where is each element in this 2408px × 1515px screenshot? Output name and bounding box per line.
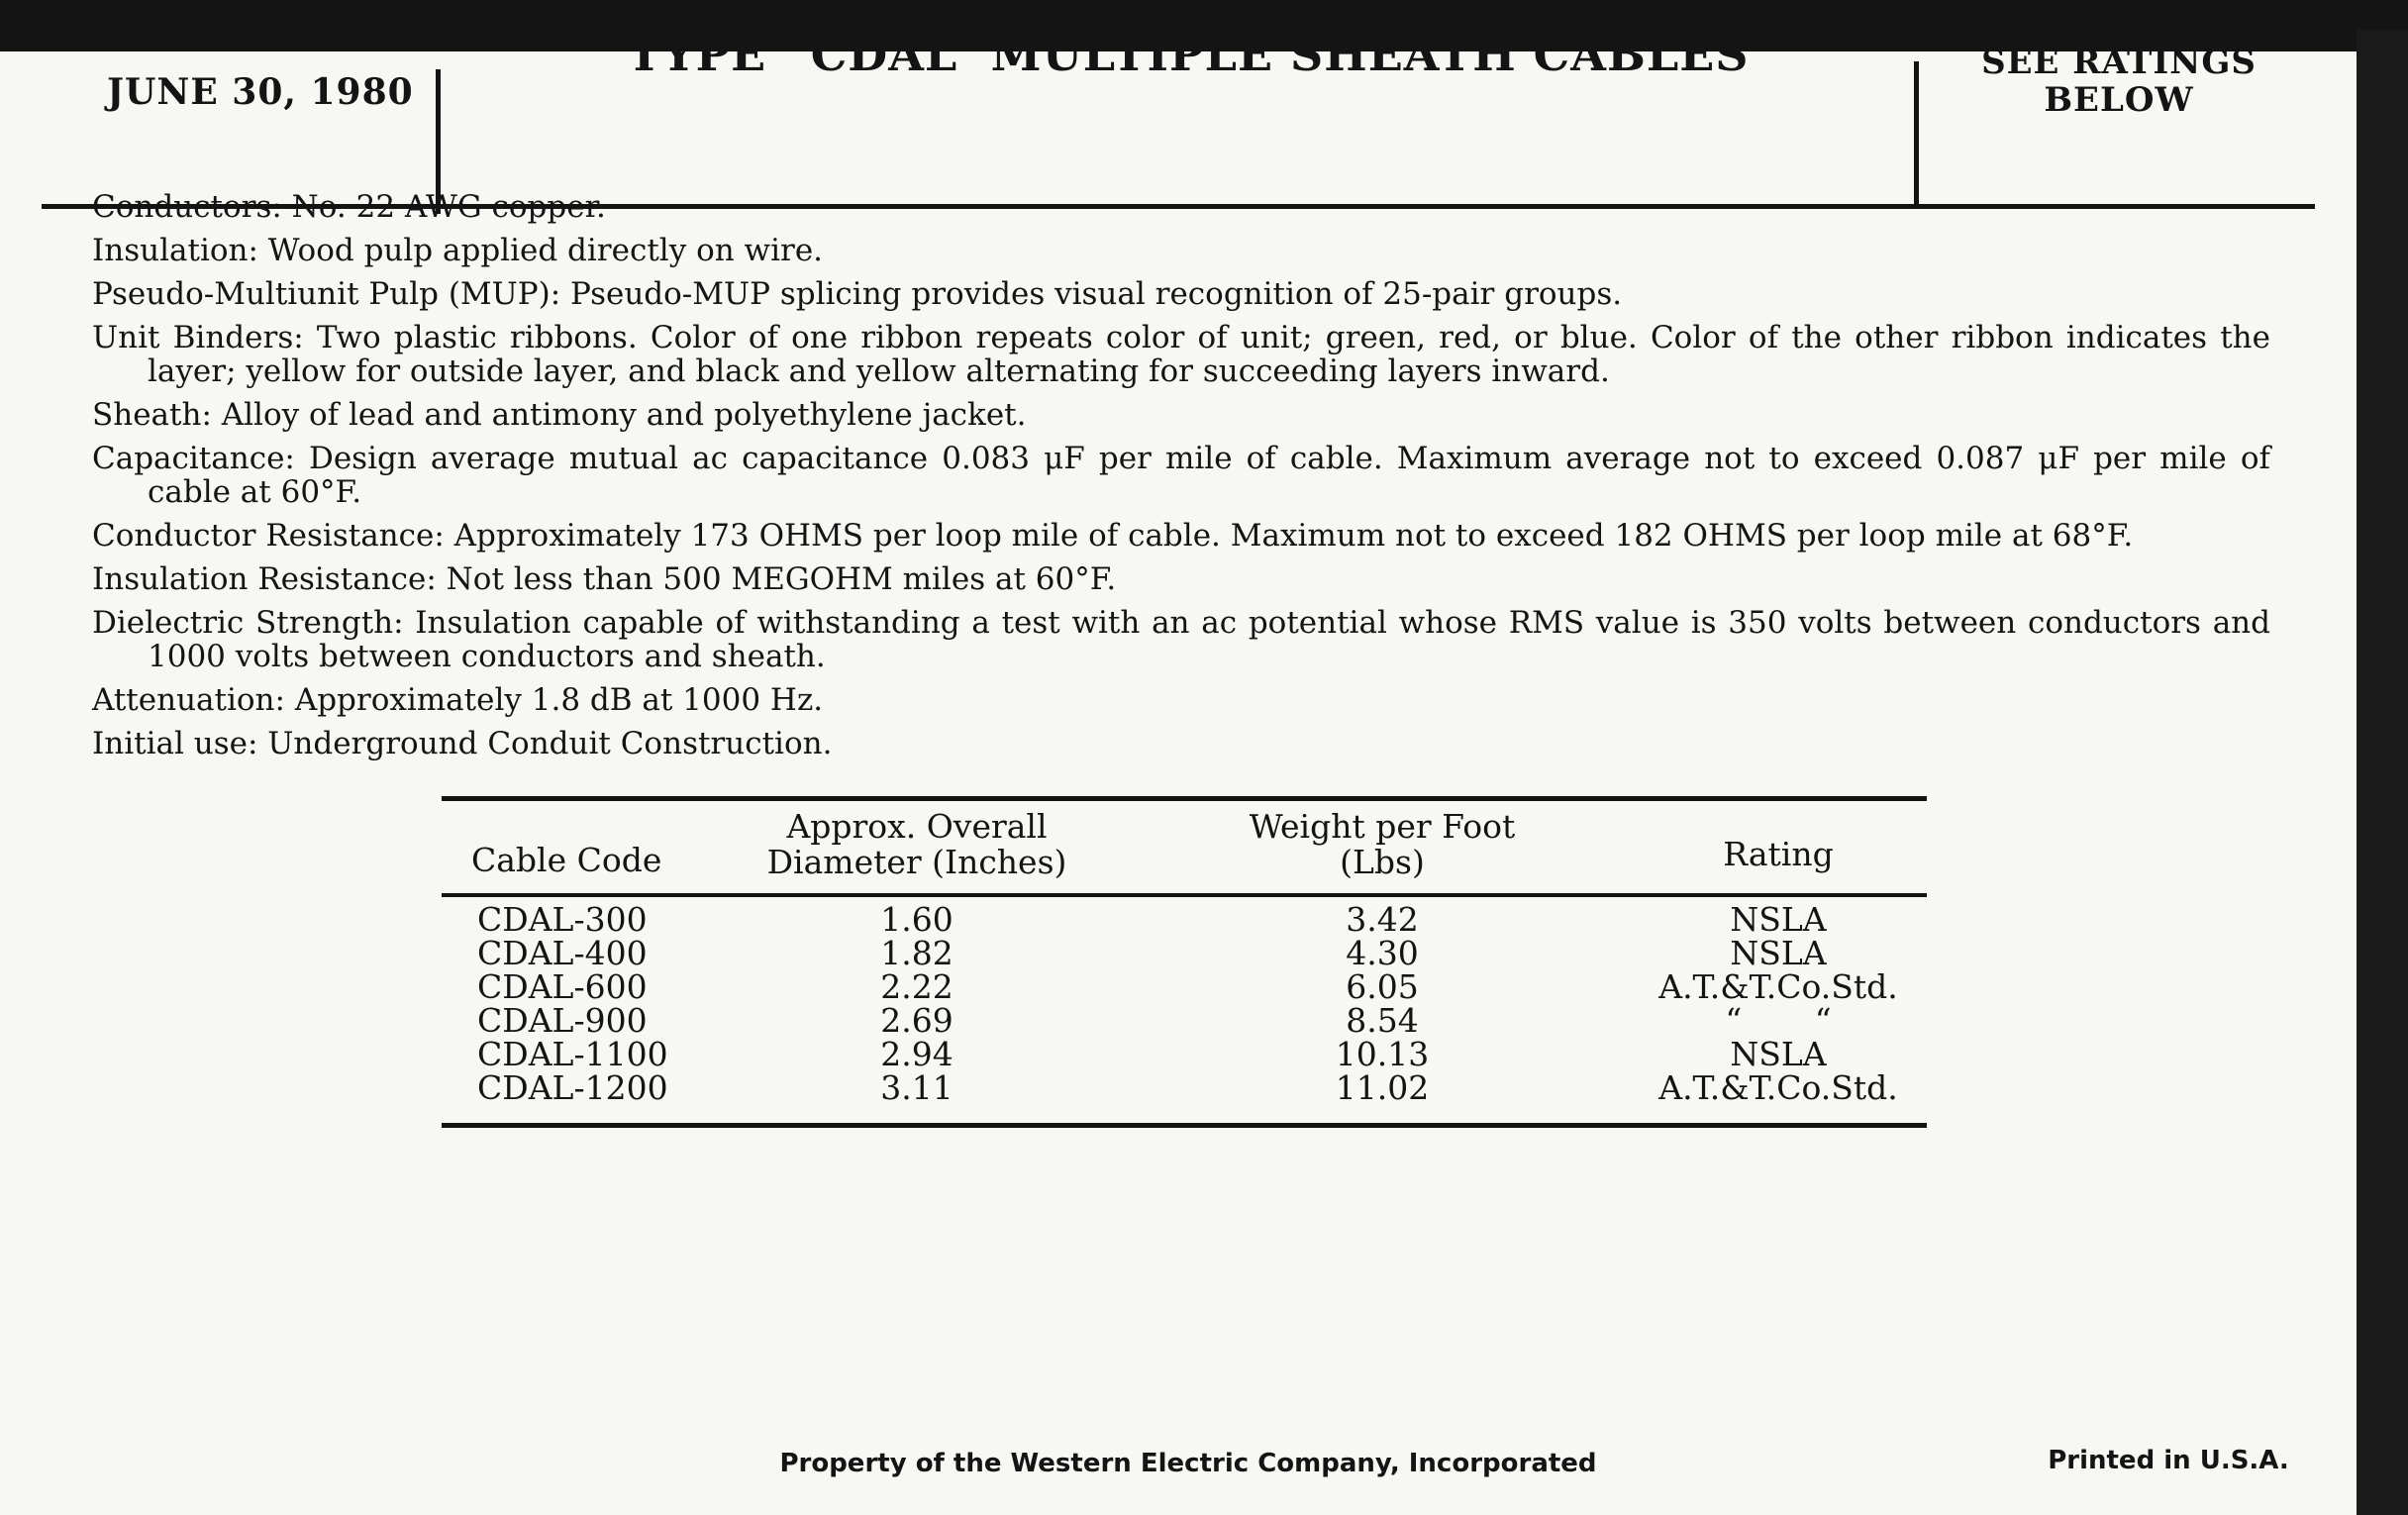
table-cell-weight: 8.54 — [1346, 1001, 1419, 1040]
spec-label: Pseudo-Multiunit Pulp (MUP): — [92, 276, 561, 312]
table-cell-rating: A.T.&T.Co.Std. — [1658, 1068, 1898, 1107]
spec-capacitance — [92, 442, 2270, 509]
table-cell-diameter: 2.22 — [880, 967, 953, 1006]
spec-insulation — [92, 234, 2270, 267]
table-bottom-rule — [442, 1123, 1927, 1128]
table-cell-weight: 4.30 — [1346, 934, 1419, 972]
table-cell-diameter: 2.69 — [880, 1001, 953, 1040]
spec-label: Unit Binders: — [92, 320, 304, 355]
table-cell-diameter: 3.11 — [880, 1068, 953, 1107]
header-rating-label: Rating — [1723, 835, 1834, 873]
specifications-list — [92, 190, 2270, 770]
column-rating — [1610, 900, 1947, 1107]
spec-label: Conductor Resistance: — [92, 518, 445, 554]
spec-text: Wood pulp applied directly on wire. — [257, 233, 824, 268]
table-cell-rating: NSLA — [1730, 1035, 1827, 1073]
scan-right-border — [2357, 30, 2408, 1515]
table-cell-diameter: 2.94 — [880, 1035, 953, 1073]
table-cell-weight: 10.13 — [1335, 1035, 1430, 1073]
ratings-note-line1: SEE RATINGS — [1981, 43, 2257, 82]
table-cell-weight: 6.05 — [1346, 967, 1419, 1006]
spec-conductors — [92, 190, 2270, 224]
column-cable-code — [477, 900, 735, 1107]
spec-text: Underground Conduit Construction. — [257, 726, 833, 761]
spec-text: Design average mutual ac capacitance 0.083 μF per mile of cable. Maximum average not to exceed 0.087 μF per mile of cable at 60°F. — [148, 441, 2270, 510]
spec-text: Not less than 500 MEGOHM miles at 60°F. — [436, 561, 1117, 597]
spec-label: Sheath: — [92, 397, 212, 433]
table-cell-rating: NSLA — [1730, 900, 1827, 939]
spec-attenuation — [92, 683, 2270, 717]
header-weight-line2: (Lbs) — [1340, 843, 1425, 881]
table-cell-rating: “ “ — [1725, 1001, 1832, 1040]
table-cell-code: CDAL-600 — [477, 967, 648, 1006]
header-date: JUNE 30, 1980 — [107, 71, 414, 113]
header-diameter — [739, 809, 1095, 880]
spec-text: Alloy of lead and antimony and polyethylene jacket. — [211, 397, 1027, 433]
spec-label: Conductors: — [92, 189, 282, 225]
spec-text: Approximately 173 OHMS per loop mile of cable. Maximum not to exceed 182 OHMS per loop mile at 68°F. — [444, 518, 2134, 554]
header-divider-right — [1914, 61, 1919, 206]
spec-text: No. 22 AWG copper. — [281, 189, 606, 225]
spec-text: Two plastic ribbons. Color of one ribbon repeats color of unit; green, red, or blue. Color of the other ribbon indicates the layer; yellow for outside layer, and black and yellow alternating for succeeding layers inward. — [148, 320, 2270, 389]
spec-initial-use — [92, 727, 2270, 760]
header-weight-line1: Weight per Foot — [1249, 807, 1516, 846]
cable-table — [442, 796, 1927, 1128]
spec-insulation-resistance — [92, 562, 2270, 596]
spec-pseudo-mup — [92, 277, 2270, 311]
header-cable-code — [471, 843, 669, 878]
header-diameter-line1: Approx. Overall — [786, 807, 1048, 846]
spec-text: Pseudo-MUP splicing provides visual recognition of 25-pair groups. — [560, 276, 1623, 312]
footer-property-notice: Property of the Western Electric Company, Incorporated — [779, 1449, 1597, 1478]
header-diameter-line2: Diameter (Inches) — [766, 843, 1067, 881]
table-cell-diameter: 1.60 — [880, 900, 953, 939]
table-cell-weight: 11.02 — [1335, 1068, 1430, 1107]
header-weight — [1234, 809, 1531, 880]
header-rating — [1630, 837, 1927, 872]
spec-label: Insulation: — [92, 233, 258, 268]
table-cell-rating: A.T.&T.Co.Std. — [1658, 967, 1898, 1006]
spec-dielectric-strength — [92, 606, 2270, 673]
table-cell-code: CDAL-300 — [477, 900, 648, 939]
spec-text: Insulation capable of withstanding a test with an ac potential whose RMS value is 350 volts between conductors and 1000 volts between conductors and sheath. — [148, 605, 2270, 674]
spec-label: Insulation Resistance: — [92, 561, 437, 597]
spec-label: Initial use: — [92, 726, 258, 761]
spec-unit-binders — [92, 321, 2270, 388]
header-cable-code-label: Cable Code — [471, 841, 662, 879]
table-cell-code: CDAL-1100 — [477, 1035, 668, 1073]
spec-text: Approximately 1.8 dB at 1000 Hz. — [284, 682, 824, 718]
table-cell-weight: 3.42 — [1346, 900, 1419, 939]
table-cell-diameter: 1.82 — [880, 934, 953, 972]
spec-label: Capacitance: — [92, 441, 295, 476]
ratings-note-line2: BELOW — [2044, 80, 2194, 120]
table-cell-code: CDAL-1200 — [477, 1068, 668, 1107]
page-title: TYPE “CDAL” MULTIPLE SHEATH CABLES — [627, 28, 1750, 81]
table-cell-code: CDAL-900 — [477, 1001, 648, 1040]
table-cell-rating: NSLA — [1730, 934, 1827, 972]
table-header — [442, 801, 1927, 893]
column-diameter — [818, 900, 1016, 1107]
table-cell-code: CDAL-400 — [477, 934, 648, 972]
spec-label: Dielectric Strength: — [92, 605, 404, 641]
spec-sheath — [92, 398, 2270, 432]
spec-label: Attenuation: — [92, 682, 285, 718]
column-weight — [1283, 900, 1481, 1107]
table-body — [442, 897, 1927, 1123]
footer-printed-in: Printed in U.S.A. — [2048, 1446, 2289, 1475]
header-ratings-note — [1936, 44, 2302, 119]
spec-conductor-resistance — [92, 519, 2270, 553]
